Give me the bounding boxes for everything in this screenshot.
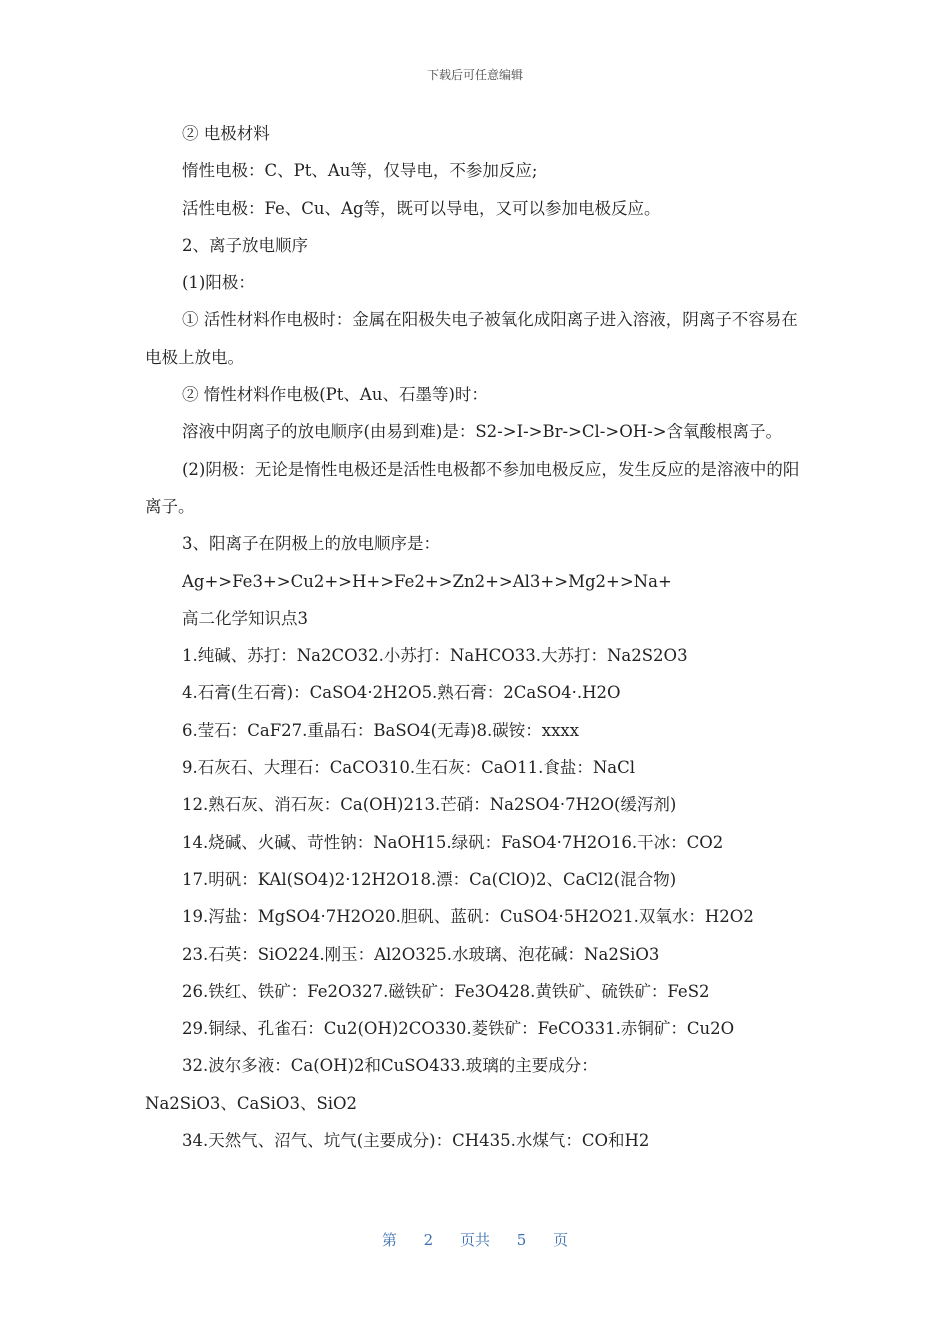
paragraph: ② 惰性材料作电极(Pt、Au、石墨等)时： — [182, 385, 488, 405]
paragraph: ② 电极材料 — [182, 124, 270, 143]
paragraph: 26.铁红、铁矿：Fe2O327.磁铁矿：Fe3O428.黄铁矿、硫铁矿：FeS2 — [182, 981, 710, 1001]
paragraph: 19.泻盐：MgSO4·7H2O20.胆矾、蓝矾：CuSO4·5H2O21.双氧水：H2O2 — [182, 907, 754, 927]
paragraph: 9.石灰石、大理石：CaCO310.生石灰：CaO11.食盐：NaCl — [182, 758, 636, 778]
paragraph: 溶液中阴离子的放电顺序(由易到难)是：S2->I->Br->Cl->OH->含氧酸根离子。 — [182, 422, 783, 442]
paragraph: (2)阴极：无论是惰性电极还是活性电极都不参加电极反应，发生反应的是溶液中的阳离子。 — [145, 459, 800, 516]
footer-total-pages: 5 — [516, 1231, 527, 1249]
footer-page-number: 2 — [423, 1231, 434, 1249]
paragraph: 6.莹石：CaF27.重晶石：BaSO4(无毒)8.碳铵：xxxx — [182, 720, 580, 740]
paragraph: ① 活性材料作电极时：金属在阳极失电子被氧化成阳离子进入溶液，阴离子不容易在电极上放电。 — [145, 310, 798, 367]
paragraph: 惰性电极：C、Pt、Au等，仅导电，不参加反应; — [182, 161, 538, 181]
section-title: 高二化学知识点3 — [182, 608, 308, 628]
paragraph: 29.铜绿、孔雀石：Cu2(OH)2CO330.菱铁矿：FeCO331.赤铜矿：Cu2O — [182, 1019, 735, 1039]
paragraph: 1.纯碱、苏打：Na2CO32.小苏打：NaHCO33.大苏打：Na2S2O3 — [182, 646, 688, 666]
paragraph: 4.石膏(生石膏)：CaSO4·2H2O5.熟石膏：2CaSO4·.H2O — [182, 683, 621, 703]
footer-prefix: 第 — [381, 1231, 397, 1249]
paragraph: 17.明矾：KAl(SO4)2·12H2O18.漂：Ca(ClO)2、CaCl2(混合物) — [182, 869, 677, 889]
page-header: 下载后可任意编辑 — [426, 68, 523, 82]
paragraph: Ag+>Fe3+>Cu2+>H+>Fe2+>Zn2+>Al3+>Mg2+>Na+ — [182, 571, 672, 591]
paragraph: 32.波尔多液：Ca(OH)2和CuSO433.玻璃的主要成分： — [182, 1056, 598, 1076]
paragraph: 2、离子放电顺序 — [182, 235, 308, 255]
paragraph: 14.烧碱、火碱、苛性钠：NaOH15.绿矾：FaSO4·7H2O16.干冰：CO2 — [182, 832, 724, 852]
paragraph: Na2SiO3、CaSiO3、SiO2 — [145, 1093, 358, 1113]
paragraph: 23.石英：SiO224.刚玉：Al2O325.水玻璃、泡花碱：Na2SiO3 — [182, 944, 660, 964]
footer-suffix: 页 — [553, 1231, 569, 1249]
paragraph: 12.熟石灰、消石灰：Ca(OH)213.芒硝：Na2SO4·7H2O(缓泻剂) — [182, 795, 677, 815]
paragraph: 活性电极：Fe、Cu、Ag等，既可以导电，又可以参加电极反应。 — [182, 198, 661, 218]
paragraph: 3、阳离子在阴极上的放电顺序是： — [182, 534, 440, 554]
paragraph: 34.天然气、沼气、坑气(主要成分)：CH435.水煤气：CO和H2 — [182, 1131, 650, 1151]
footer-middle: 页共 — [459, 1231, 490, 1249]
document-body — [145, 115, 810, 1159]
page-footer — [0, 1229, 950, 1250]
paragraph: (1)阳极： — [182, 273, 255, 293]
